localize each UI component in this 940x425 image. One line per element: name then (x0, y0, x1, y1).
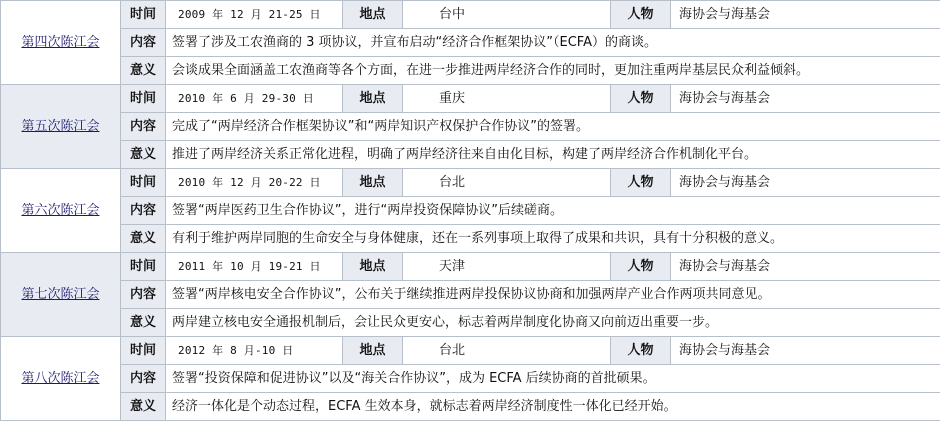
round-people: 海协会与海基会 (671, 1, 940, 29)
round-row-meaning (1, 393, 940, 421)
content-label: 内容 (121, 197, 166, 225)
round-place: 台北 (403, 169, 611, 197)
content-label: 内容 (121, 29, 166, 57)
round-place: 天津 (403, 253, 611, 281)
content-label: 内容 (121, 365, 166, 393)
round-meaning: 两岸建立核电安全通报机制后，会让民众更安心，标志着两岸制度化协商又向前迈出重要一步。 (166, 309, 940, 337)
round-content: 签署“两岸医药卫生合作协议”，进行“两岸投资保障协议”后续磋商。 (166, 197, 940, 225)
round-content: 签署了涉及工农渔商的 3 项协议，并宣布启动“经济合作框架协议”（ECFA）的商谈。 (166, 29, 940, 57)
people-label: 人物 (611, 337, 671, 365)
time-label: 时间 (121, 169, 166, 197)
meaning-label: 意义 (121, 225, 166, 253)
round-row-time (1, 337, 940, 365)
place-label: 地点 (343, 85, 403, 113)
time-label: 时间 (121, 1, 166, 29)
round-row-meaning (1, 225, 940, 253)
meaning-label: 意义 (121, 393, 166, 421)
round-place: 台北 (403, 337, 611, 365)
round-row-meaning (1, 57, 940, 85)
round-row-time (1, 169, 940, 197)
round-people: 海协会与海基会 (671, 337, 940, 365)
round-row-meaning (1, 309, 940, 337)
round-name[interactable]: 第七次陈江会 (1, 253, 121, 337)
time-label: 时间 (121, 337, 166, 365)
round-row-content (1, 365, 940, 393)
round-row-content (1, 197, 940, 225)
people-label: 人物 (611, 1, 671, 29)
meaning-label: 意义 (121, 57, 166, 85)
round-place: 重庆 (403, 85, 611, 113)
round-meaning: 会谈成果全面涵盖工农渔商等各个方面，在进一步推进两岸经济合作的同时，更加注重两岸基层民众利益倾斜。 (166, 57, 940, 85)
content-label: 内容 (121, 281, 166, 309)
round-row-time (1, 85, 940, 113)
round-content: 签署“投资保障和促进协议”以及“海关合作协议”，成为 ECFA 后续协商的首批硕果。 (166, 365, 940, 393)
people-label: 人物 (611, 253, 671, 281)
round-meaning: 经济一体化是个动态过程，ECFA 生效本身，就标志着两岸经济制度性一体化已经开始。 (166, 393, 940, 421)
round-name[interactable]: 第四次陈江会 (1, 1, 121, 85)
round-name[interactable]: 第八次陈江会 (1, 337, 121, 421)
round-people: 海协会与海基会 (671, 85, 940, 113)
round-name[interactable]: 第五次陈江会 (1, 85, 121, 169)
place-label: 地点 (343, 337, 403, 365)
round-date: 2012 年 8 月-10 日 (166, 337, 343, 365)
round-date: 2010 年 6 月 29-30 日 (166, 85, 343, 113)
place-label: 地点 (343, 253, 403, 281)
round-meaning: 推进了两岸经济关系正常化进程，明确了两岸经济往来自由化目标，构建了两岸经济合作机制化平台。 (166, 141, 940, 169)
round-place: 台中 (403, 1, 611, 29)
round-date: 2009 年 12 月 21-25 日 (166, 1, 343, 29)
round-row-time (1, 1, 940, 29)
people-label: 人物 (611, 85, 671, 113)
place-label: 地点 (343, 1, 403, 29)
people-label: 人物 (611, 169, 671, 197)
round-name[interactable]: 第六次陈江会 (1, 169, 121, 253)
round-people: 海协会与海基会 (671, 169, 940, 197)
round-content: 完成了“两岸经济合作框架协议”和“两岸知识产权保护合作协议”的签署。 (166, 113, 940, 141)
round-date: 2010 年 12 月 20-22 日 (166, 169, 343, 197)
round-meaning: 有利于维护两岸同胞的生命安全与身体健康，还在一系列事项上取得了成果和共识，具有十分积极的意义。 (166, 225, 940, 253)
round-row-content (1, 29, 940, 57)
time-label: 时间 (121, 85, 166, 113)
round-row-meaning (1, 141, 940, 169)
round-people: 海协会与海基会 (671, 253, 940, 281)
content-label: 内容 (121, 113, 166, 141)
meaning-label: 意义 (121, 309, 166, 337)
round-content: 签署“两岸核电安全合作协议”，公布关于继续推进两岸投保协议协商和加强两岸产业合作两项共同意见。 (166, 281, 940, 309)
meaning-label: 意义 (121, 141, 166, 169)
place-label: 地点 (343, 169, 403, 197)
round-row-content (1, 113, 940, 141)
round-row-time (1, 253, 940, 281)
time-label: 时间 (121, 253, 166, 281)
round-date: 2011 年 10 月 19-21 日 (166, 253, 343, 281)
round-row-content (1, 281, 940, 309)
